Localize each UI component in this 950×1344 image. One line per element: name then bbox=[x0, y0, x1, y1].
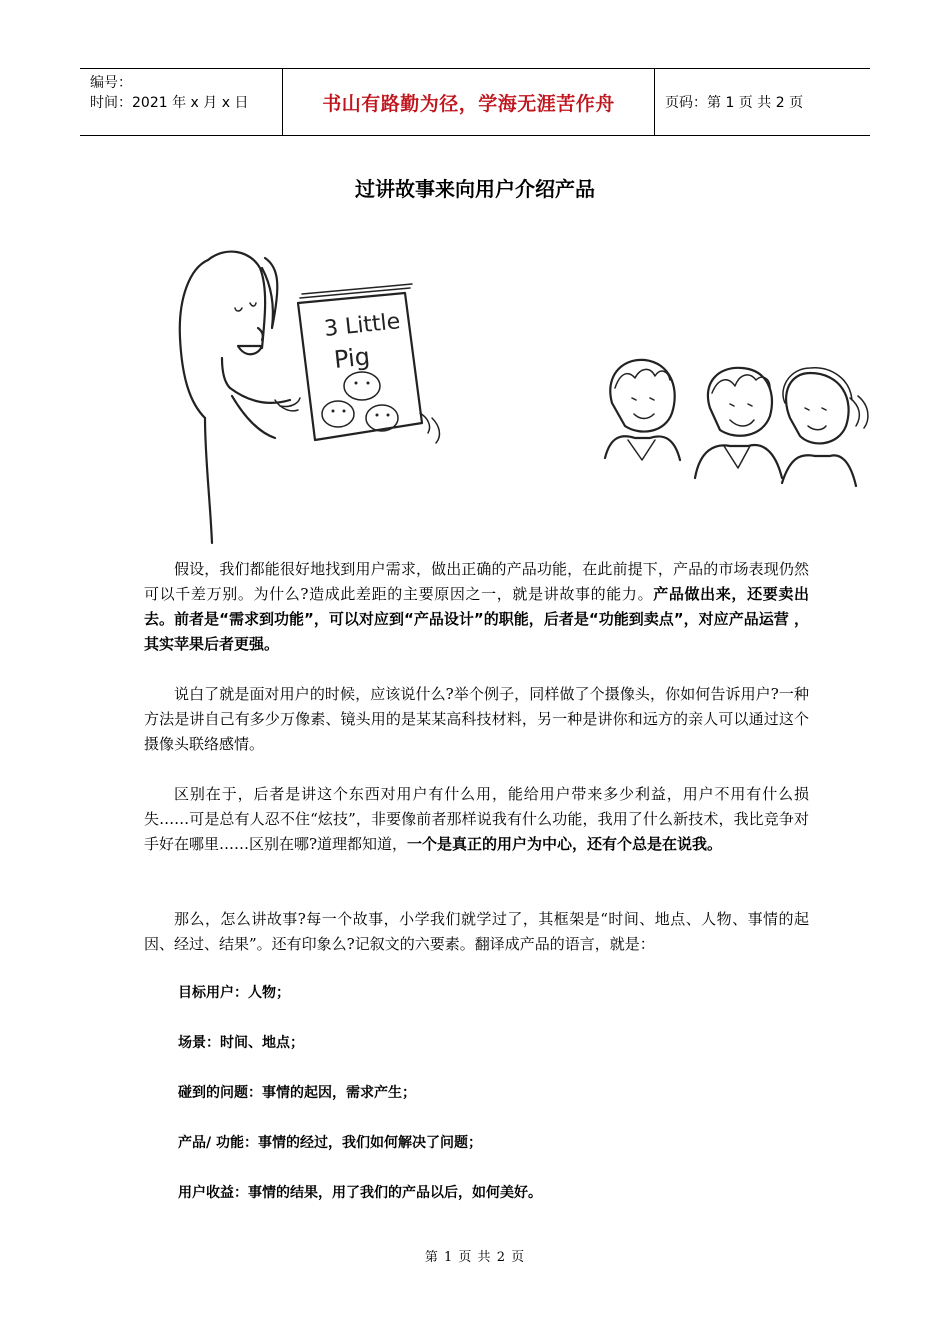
storytelling-illustration bbox=[150, 228, 870, 548]
book-title-line2: Pig bbox=[332, 342, 372, 374]
paragraph-3 bbox=[144, 782, 809, 857]
header-meta bbox=[80, 69, 282, 135]
paragraph-4 bbox=[144, 907, 809, 957]
paragraph-1-bold: 产品做出来，还要卖出去。前者是“需求到功能”，可以对应到“产品设计”的职能，后者是“功能到卖点”，对应产品运营 ，其实苹果后者更强。 bbox=[144, 585, 809, 653]
storybook bbox=[298, 284, 422, 440]
header-motto: 书山有路勤为径，学海无涯苦作舟 bbox=[282, 69, 655, 135]
header-page-info: 页码：第 1 页 共 2 页 bbox=[665, 95, 804, 111]
list-item: 产品/ 功能：事情的经过，我们如何解决了问题； bbox=[178, 1135, 482, 1151]
document-header bbox=[80, 68, 870, 136]
page-footer: 第 1 页 共 2 页 bbox=[424, 1250, 526, 1265]
paragraph-1-text: 假设，我们都能很好地找到用户需求，做出正确的产品功能，在此前提下，产品的市场表现仍然可以千差万别。为什么?造成此差距的主要原因之一，就是讲故事的能力。 bbox=[144, 560, 809, 603]
date-label: 时间：2021 年 x 月 x 日 bbox=[90, 95, 249, 111]
paragraph-4-text: 那么，怎么讲故事?每一个故事，小学我们就学过了，其框架是“时间、地点、人物、事情的起因、经过、结果”。还有印象么?记叙文的六要素。翻译成产品的语言，就是： bbox=[144, 910, 809, 953]
paragraph-2 bbox=[144, 682, 809, 757]
book-title-line1: 3 Little bbox=[323, 309, 402, 342]
list-item: 用户收益：事情的结果，用了我们的产品以后，如何美好。 bbox=[178, 1185, 542, 1201]
paragraph-1 bbox=[144, 557, 809, 657]
document-title: 过讲故事来向用户介绍产品 bbox=[355, 177, 595, 201]
list-item: 场景：时间、地点； bbox=[178, 1035, 304, 1051]
paragraph-2-text: 说白了就是面对用户的时候，应该说什么?举个例子，同样做了个摄像头，你如何告诉用户?一种方法是讲自己有多少万像素、镜头用的是某某高科技材料，另一种是讲你和远方的亲人可以通过这个摄像头联络感情。 bbox=[144, 685, 809, 753]
list-item: 目标用户：人物； bbox=[178, 985, 290, 1001]
children-figures bbox=[605, 360, 868, 486]
code-label: 编号： bbox=[90, 75, 132, 91]
paragraph-3-bold: 一个是真正的用户为中心，还有个总是在说我。 bbox=[407, 835, 723, 853]
paragraph-3-text: 区别在于，后者是讲这个东西对用户有什么用，能给用户带来多少利益，用户不用有什么损失……可是总有人忍不住“炫技”，非要像前者那样说我有什么功能，我用了什么新技术，我比竞争对手好在哪里……区别在哪?道理都知道， bbox=[144, 785, 809, 853]
list-item: 碰到的问题：事情的起因，需求产生； bbox=[178, 1085, 416, 1101]
